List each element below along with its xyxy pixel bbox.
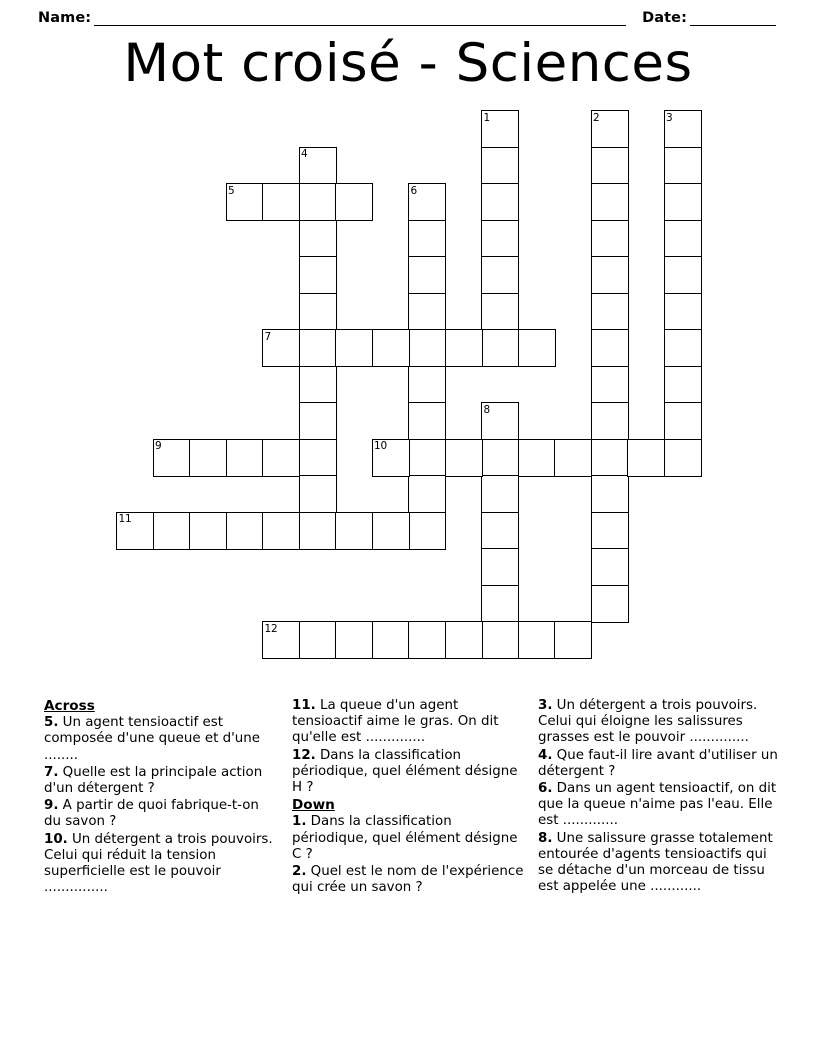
clue-text: Quelle est la principale action d'un détergent ? (44, 764, 263, 797)
clue-number: 2. (292, 864, 307, 880)
grid-cell[interactable] (518, 439, 556, 477)
grid-cell[interactable] (481, 293, 519, 331)
grid-cell[interactable] (372, 512, 410, 550)
down-heading: Down (292, 797, 335, 814)
clue-text: Une salissure grasse totalement entourée d'agents tensioactifs qui se détache d'un morceau de tissu est appelée une ............ (538, 830, 773, 895)
grid-cell[interactable] (591, 439, 629, 477)
grid-cell[interactable] (664, 329, 702, 367)
grid-cell[interactable] (262, 329, 300, 367)
grid-cell[interactable] (481, 475, 519, 513)
grid-cell[interactable] (262, 512, 300, 550)
name-label: Name: (38, 10, 92, 26)
clue-text: Dans un agent tensioactif, on dit que la queue n'aime pas l'eau. Elle est ............. (538, 781, 777, 829)
clue-down-8 (538, 831, 784, 896)
grid-cell[interactable] (481, 147, 519, 185)
clue-number: 3. (538, 698, 553, 713)
clue-down-4 (538, 748, 784, 780)
grid-cell[interactable] (664, 256, 702, 294)
clue-down-6 (538, 781, 784, 830)
grid-cell[interactable] (153, 439, 191, 477)
grid-cell[interactable] (226, 183, 264, 221)
grid-cell[interactable] (591, 147, 629, 185)
grid-cell-number-12: 12 (264, 622, 278, 635)
clue-across-12 (292, 748, 526, 797)
grid-cell[interactable] (664, 110, 702, 148)
grid-cell[interactable] (299, 366, 337, 404)
grid-cell[interactable] (445, 329, 483, 367)
grid-cell-number-11: 11 (118, 513, 132, 525)
grid-cell[interactable] (664, 293, 702, 331)
grid-cell[interactable] (299, 293, 337, 331)
grid-cell-number-3: 3 (666, 111, 673, 124)
clue-text: Un détergent a trois pouvoirs. Celui qui éloigne les salissures grasses est le pouvoir .............. (538, 698, 758, 746)
grid-cell[interactable] (262, 439, 300, 477)
clues-column-1 (44, 698, 292, 897)
across-heading: Across (44, 698, 95, 714)
grid-cell[interactable] (226, 439, 264, 477)
grid-cell[interactable] (262, 183, 300, 221)
grid-cell[interactable] (408, 475, 446, 513)
clue-number: 12. (292, 747, 316, 763)
clue-number: 5. (44, 715, 59, 731)
grid-cell[interactable] (591, 329, 629, 367)
grid-cell[interactable] (408, 329, 446, 367)
grid-cell[interactable] (481, 110, 519, 148)
grid-cell[interactable] (481, 256, 519, 294)
grid-cell-number-4: 4 (301, 148, 308, 160)
clue-number: 4. (538, 747, 553, 763)
grid-cell[interactable] (408, 439, 446, 477)
grid-cell[interactable] (299, 621, 337, 659)
grid-cell[interactable] (299, 329, 337, 367)
grid-cell[interactable] (664, 147, 702, 185)
clue-number: 7. (44, 764, 59, 780)
grid-cell[interactable] (372, 621, 410, 659)
grid-cell[interactable] (591, 585, 629, 623)
grid-cell[interactable] (153, 512, 191, 550)
grid-cell-number-1: 1 (483, 111, 490, 124)
grid-cell[interactable] (664, 402, 702, 440)
grid-cell[interactable] (226, 512, 264, 550)
grid-cell[interactable] (591, 402, 629, 440)
clue-text: Dans la classification périodique, quel élément désigne C ? (292, 814, 518, 862)
grid-cell[interactable] (262, 621, 300, 659)
grid-cell[interactable] (445, 439, 483, 477)
clue-across-7 (44, 765, 280, 797)
grid-cell-number-2: 2 (593, 111, 600, 124)
grid-cell[interactable] (335, 621, 373, 659)
grid-cell[interactable] (481, 548, 519, 586)
clue-text: Un agent tensioactif est composée d'une queue et d'une ........ (44, 715, 260, 763)
grid-cell[interactable] (518, 621, 556, 659)
clue-across-11 (292, 698, 526, 747)
clue-across-9 (44, 798, 280, 830)
grid-cell[interactable] (481, 512, 519, 550)
grid-cell[interactable] (591, 366, 629, 404)
clue-number: 8. (538, 830, 553, 846)
grid-cell-number-6: 6 (410, 184, 417, 197)
grid-cell[interactable] (299, 147, 337, 185)
grid-cell[interactable] (299, 512, 337, 550)
clue-number: 11. (292, 698, 316, 713)
grid-cell[interactable] (591, 110, 629, 148)
grid-cell[interactable] (299, 256, 337, 294)
clues-section (44, 698, 784, 897)
clue-text: A partir de quoi fabrique-t-on du savon ? (44, 798, 259, 830)
grid-cell[interactable] (445, 621, 483, 659)
grid-cell[interactable] (554, 621, 592, 659)
grid-cell-number-10: 10 (374, 440, 387, 452)
grid-cell[interactable] (481, 585, 519, 623)
grid-cell[interactable] (591, 220, 629, 258)
grid-cell[interactable] (299, 402, 337, 440)
clue-across-5 (44, 715, 280, 764)
grid-cell[interactable] (481, 220, 519, 258)
grid-cell-number-7: 7 (264, 330, 271, 343)
grid-cell[interactable] (335, 512, 373, 550)
clue-down-1 (292, 814, 526, 863)
grid-cell[interactable] (189, 439, 227, 477)
grid-cell[interactable] (299, 475, 337, 513)
grid-cell[interactable] (408, 220, 446, 258)
grid-cell[interactable] (664, 183, 702, 221)
grid-cell[interactable] (627, 439, 665, 477)
clue-text: Un détergent a trois pouvoirs. Celui qui réduit la tension superficielle est le pouvoir ............... (44, 831, 273, 896)
grid-cell-number-8: 8 (483, 403, 490, 416)
clue-down-3 (538, 698, 784, 747)
grid-cell[interactable] (189, 512, 227, 550)
grid-cell[interactable] (481, 402, 519, 440)
clue-number: 1. (292, 814, 307, 830)
grid-cell[interactable] (481, 329, 519, 367)
grid-cell[interactable] (664, 439, 702, 477)
grid-cell[interactable] (591, 475, 629, 513)
grid-cell[interactable] (591, 183, 629, 221)
clue-text: Quel est le nom de l'expérience qui crée un savon ? (292, 864, 524, 896)
grid-cell[interactable] (664, 366, 702, 404)
grid-cell[interactable] (664, 220, 702, 258)
clue-number: 6. (538, 781, 553, 797)
grid-cell[interactable] (591, 293, 629, 331)
clue-number: 10. (44, 831, 68, 847)
page-title: Mot croisé - Sciences (123, 33, 693, 94)
grid-cell[interactable] (408, 183, 446, 221)
grid-cell[interactable] (335, 183, 373, 221)
grid-cell[interactable] (408, 402, 446, 440)
grid-cell[interactable] (408, 512, 446, 550)
grid-cell[interactable] (554, 439, 592, 477)
grid-cell[interactable] (408, 366, 446, 404)
clue-text: Dans la classification périodique, quel élément désigne H ? (292, 747, 518, 796)
clue-across-10 (44, 832, 280, 897)
grid-cell[interactable] (481, 439, 519, 477)
grid-cell[interactable] (481, 621, 519, 659)
grid-cell-number-9: 9 (155, 440, 162, 452)
grid-cell[interactable] (408, 621, 446, 659)
grid-cell[interactable] (408, 293, 446, 331)
clue-number: 9. (44, 798, 59, 814)
clues-column-2 (292, 698, 538, 897)
grid-cell[interactable] (591, 548, 629, 586)
clue-text: Que faut-il lire avant d'utiliser un détergent ? (538, 747, 778, 779)
clue-down-2 (292, 864, 526, 896)
grid-cell[interactable] (408, 256, 446, 294)
grid-cell[interactable] (591, 256, 629, 294)
date-label: Date: (642, 10, 687, 26)
grid-cell[interactable] (518, 329, 556, 367)
grid-cell[interactable] (299, 183, 337, 221)
grid-cell[interactable] (481, 183, 519, 221)
grid-cell[interactable] (372, 329, 410, 367)
grid-cell-number-5: 5 (228, 184, 235, 197)
clue-text: La queue d'un agent tensioactif aime le gras. On dit qu'elle est .............. (292, 698, 499, 746)
grid-cell[interactable] (372, 439, 410, 477)
grid-cell[interactable] (591, 512, 629, 550)
grid-cell[interactable] (116, 512, 154, 550)
grid-cell[interactable] (299, 220, 337, 258)
grid-cell[interactable] (299, 439, 337, 477)
grid-cell[interactable] (335, 329, 373, 367)
clues-column-3 (538, 698, 784, 896)
